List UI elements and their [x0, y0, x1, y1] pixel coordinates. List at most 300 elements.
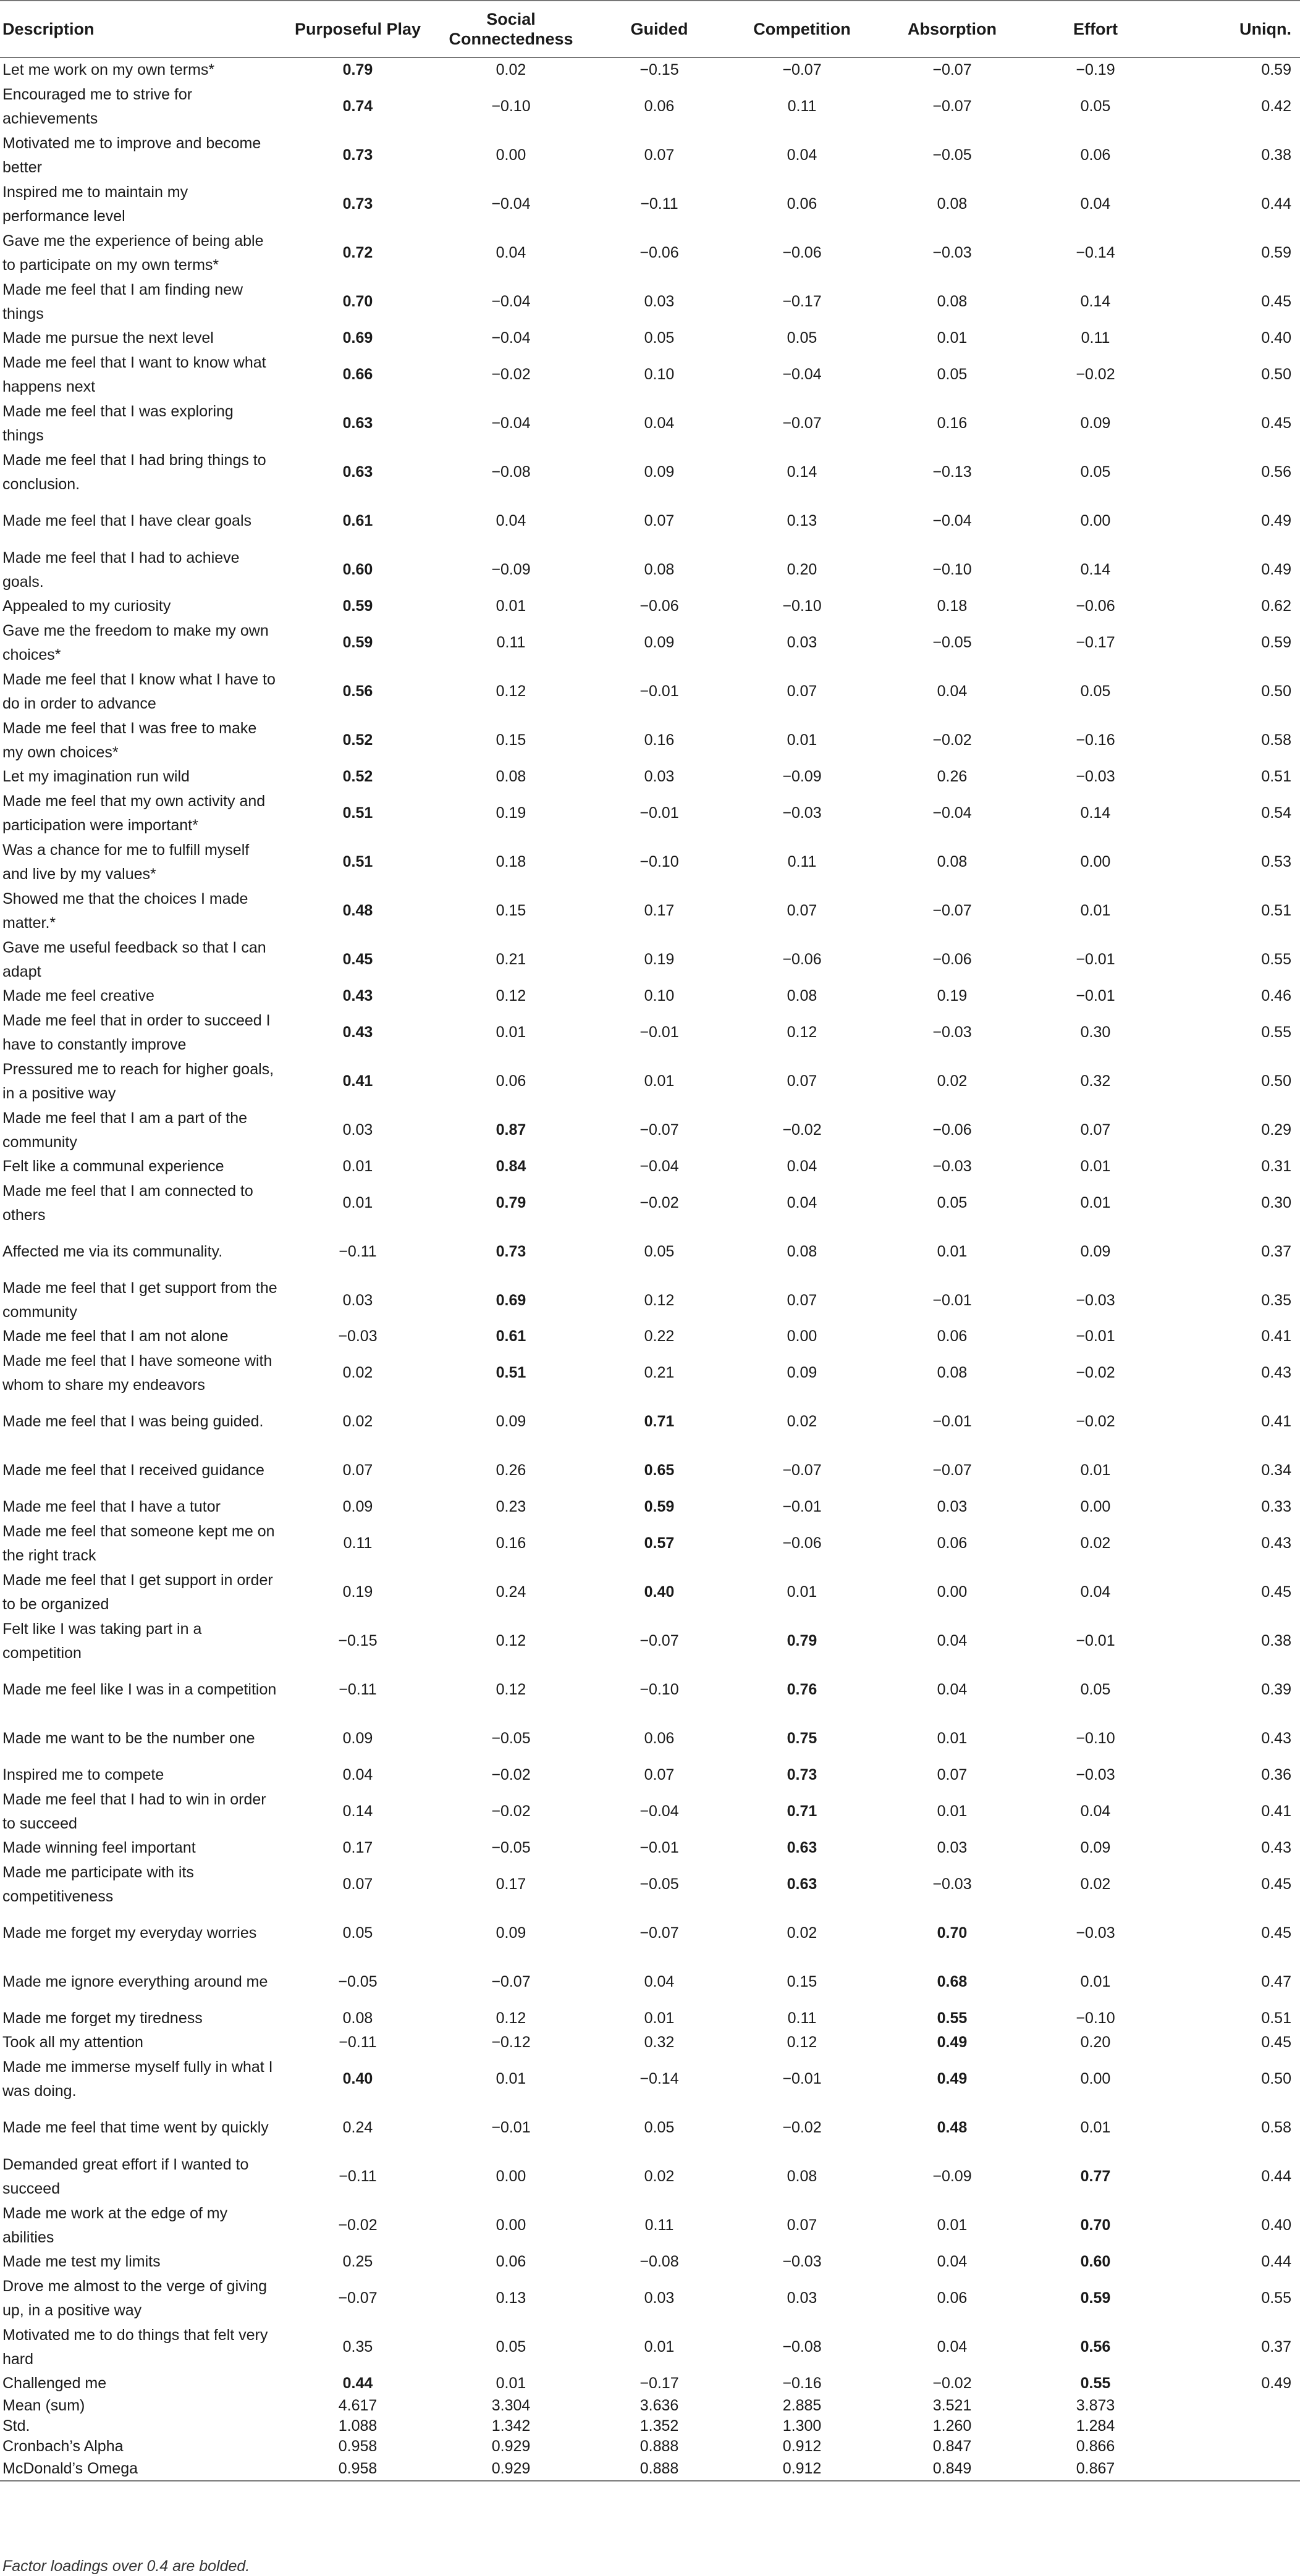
cell-guided — [589, 1495, 729, 1519]
table-row — [0, 229, 1300, 277]
cell-effort: 0.00 — [1080, 853, 1111, 870]
cell-social-connectedness: 0.19 — [496, 804, 526, 822]
cell-competition — [729, 1763, 875, 1787]
cell-guided: −0.04 — [639, 1803, 679, 1820]
cell-social-connectedness: 0.12 — [496, 1632, 526, 1649]
row-description: Made me feel that I was exploring things — [2, 402, 234, 444]
cell-guided: −0.07 — [639, 1924, 679, 1942]
bolded-loading: 0.48 — [937, 2119, 968, 2136]
header-uniqueness: Uniqn. — [1162, 1, 1300, 57]
table-footnote: Factor loadings over 0.4 are bolded. — [2, 2557, 250, 2575]
table-row — [0, 1763, 1300, 1787]
cell-social-connectedness: −0.04 — [491, 195, 531, 213]
cell-uniqueness: 0.49 — [1261, 2375, 1291, 2392]
cell-effort: −0.02 — [1076, 366, 1115, 383]
cell-uniqueness: 0.44 — [1261, 195, 1291, 213]
summary-competition: 0.912 — [782, 2438, 822, 2455]
row-description: Made me feel that I have a tutor — [2, 1498, 221, 1515]
bolded-loading: 0.59 — [342, 597, 373, 615]
cell-effort: 0.30 — [1080, 1024, 1111, 1041]
cell-purposeful-play — [283, 716, 433, 765]
cell-purposeful-play — [283, 667, 433, 716]
cell-absorption: 0.03 — [937, 1839, 968, 1856]
bolded-loading: 0.57 — [644, 1534, 675, 1552]
cell-social-connectedness — [433, 1324, 589, 1349]
cell-guided: 0.01 — [644, 2010, 675, 2027]
cell-social-connectedness: 0.12 — [496, 2010, 526, 2027]
cell-absorption: −0.05 — [932, 146, 972, 164]
cell-guided: 0.32 — [644, 2034, 675, 2051]
row-description: Made me feel that I know what I have to do in order to advance — [2, 670, 276, 712]
cell-absorption: 0.04 — [937, 1681, 968, 1698]
table-row — [0, 789, 1300, 838]
cell-purposeful-play: −0.02 — [338, 2216, 378, 2234]
cell-social-connectedness: 0.01 — [496, 2375, 526, 2392]
cell-guided: 0.06 — [644, 98, 675, 115]
cell-purposeful-play: 0.07 — [342, 1875, 373, 1893]
cell-competition: 0.15 — [787, 1973, 817, 1990]
cell-uniqueness: 0.58 — [1261, 2119, 1291, 2136]
bolded-loading: 0.43 — [342, 987, 373, 1004]
cell-effort: 0.32 — [1080, 1072, 1111, 1090]
cell-guided: 0.09 — [644, 634, 675, 651]
cell-absorption: 0.08 — [937, 195, 968, 213]
cell-effort: −0.02 — [1076, 1413, 1115, 1430]
summary-purposeful-play: 0.958 — [283, 2457, 433, 2481]
cell-purposeful-play — [283, 131, 433, 180]
table-row — [0, 180, 1300, 229]
cell-uniqueness: 0.43 — [1261, 1730, 1291, 1747]
summary-absorption: 0.849 — [875, 2457, 1029, 2481]
table-row — [0, 497, 1300, 545]
cell-competition: −0.06 — [782, 1534, 822, 1552]
row-description: Made me ignore everything around me — [2, 1973, 268, 1990]
cell-uniqueness: 0.49 — [1261, 512, 1291, 529]
cell-social-connectedness: 0.00 — [496, 2168, 526, 2185]
summary-guided: 1.352 — [639, 2417, 679, 2435]
cell-effort: 0.05 — [1080, 683, 1111, 700]
row-description: Made me participate with its competitiveness — [2, 1863, 194, 1905]
cell-uniqueness: 0.38 — [1261, 1632, 1291, 1649]
cell-uniqueness: 0.37 — [1261, 1243, 1291, 1260]
summary-absorption: 0.847 — [932, 2438, 972, 2455]
row-description: Motivated me to do things that felt very hard — [2, 2326, 268, 2368]
cell-social-connectedness — [433, 1227, 589, 1276]
cell-effort: −0.17 — [1076, 634, 1115, 651]
cell-uniqueness: 0.30 — [1261, 1194, 1291, 1211]
row-description: Made me feel that my own activity and participation were important* — [2, 792, 266, 834]
cell-purposeful-play: −0.11 — [339, 1681, 377, 1698]
cell-absorption: 0.01 — [937, 2216, 968, 2234]
row-description: Made me forget my everyday worries — [2, 1924, 257, 1942]
bolded-loading: 0.75 — [787, 1730, 817, 1747]
cell-absorption — [875, 2103, 1029, 2152]
summary-effort: 1.284 — [1076, 2417, 1115, 2435]
cell-purposeful-play — [283, 886, 433, 935]
summary-effort: 3.873 — [1076, 2397, 1115, 2414]
row-description: Challenged me — [2, 2375, 107, 2392]
cell-effort: 0.07 — [1080, 1121, 1111, 1139]
cell-absorption: 0.02 — [937, 1072, 968, 1090]
cell-absorption — [875, 1958, 1029, 2006]
cell-social-connectedness: −0.01 — [491, 2119, 531, 2136]
bolded-loading: 0.61 — [342, 512, 373, 529]
cell-competition — [729, 1617, 875, 1665]
cell-purposeful-play: −0.15 — [338, 1632, 378, 1649]
cell-social-connectedness: 0.01 — [496, 1024, 526, 1041]
cell-competition: −0.07 — [782, 61, 822, 78]
cell-competition: 0.02 — [787, 1413, 817, 1430]
cell-effort: 0.01 — [1080, 1973, 1111, 1990]
cell-competition: −0.04 — [782, 366, 822, 383]
row-description: Made winning feel important — [2, 1839, 196, 1856]
bolded-loading: 0.79 — [342, 61, 373, 78]
cell-uniqueness: 0.51 — [1261, 902, 1291, 919]
cell-uniqueness: 0.41 — [1261, 1328, 1291, 1345]
cell-social-connectedness: 0.16 — [496, 1534, 526, 1552]
cell-competition: 0.01 — [787, 1583, 817, 1601]
header-purposeful-play: Purposeful Play — [283, 1, 433, 57]
bolded-loading: 0.52 — [342, 768, 373, 785]
table-row — [0, 82, 1300, 131]
cell-absorption — [875, 2031, 1029, 2055]
row-description: Made me feel that I was being guided. — [2, 1413, 264, 1430]
cell-absorption — [875, 1909, 1029, 1958]
cell-competition: 0.00 — [787, 1328, 817, 1345]
cell-uniqueness: 0.40 — [1261, 329, 1291, 347]
table-row — [0, 277, 1300, 326]
table-row — [0, 1397, 1300, 1446]
cell-uniqueness: 0.33 — [1261, 1498, 1291, 1515]
cell-guided: 0.17 — [644, 902, 675, 919]
cell-guided: 0.07 — [644, 146, 675, 164]
cell-purposeful-play: 0.09 — [342, 1498, 373, 1515]
cell-effort: −0.03 — [1076, 1291, 1115, 1309]
cell-competition: −0.01 — [782, 2070, 822, 2087]
cell-guided: 0.10 — [644, 366, 675, 383]
bolded-loading: 0.84 — [496, 1158, 526, 1175]
cell-absorption — [875, 2006, 1029, 2031]
cell-guided: 0.02 — [644, 2168, 675, 2185]
cell-purposeful-play — [283, 277, 433, 326]
cell-purposeful-play — [283, 2055, 433, 2103]
cell-effort: 0.00 — [1080, 512, 1111, 529]
cell-absorption: 0.05 — [937, 1194, 968, 1211]
table-row — [0, 2201, 1300, 2250]
cell-social-connectedness: 0.00 — [496, 2216, 526, 2234]
table-row — [0, 984, 1300, 1008]
bolded-loading: 0.71 — [787, 1803, 817, 1820]
cell-effort: 0.00 — [1080, 1498, 1111, 1515]
cell-competition: 0.04 — [787, 1194, 817, 1211]
bolded-loading: 0.49 — [937, 2070, 968, 2087]
cell-uniqueness: 0.40 — [1261, 2216, 1291, 2234]
cell-guided — [589, 1519, 729, 1568]
cell-absorption: −0.03 — [932, 1024, 972, 1041]
cell-competition: 0.04 — [787, 146, 817, 164]
row-description: Made me pursue the next level — [2, 329, 214, 347]
bolded-loading: 0.59 — [644, 1498, 675, 1515]
cell-effort: 0.02 — [1080, 1875, 1111, 1893]
cell-guided: −0.04 — [639, 1158, 679, 1175]
cell-social-connectedness: 0.24 — [496, 1583, 526, 1601]
cell-absorption: −0.04 — [932, 804, 972, 822]
cell-social-connectedness: 0.12 — [496, 683, 526, 700]
cell-guided: −0.01 — [639, 683, 679, 700]
cell-guided: 0.05 — [644, 2119, 675, 2136]
cell-social-connectedness: 0.02 — [496, 61, 526, 78]
cell-competition: −0.17 — [782, 293, 822, 310]
cell-competition: −0.02 — [782, 1121, 822, 1139]
summary-absorption: 1.260 — [932, 2417, 972, 2435]
cell-social-connectedness: −0.04 — [491, 293, 531, 310]
cell-social-connectedness: 0.09 — [496, 1924, 526, 1942]
cell-uniqueness: 0.44 — [1261, 2253, 1291, 2270]
cell-purposeful-play: 0.17 — [342, 1839, 373, 1856]
table-row — [0, 1349, 1300, 1397]
cell-absorption: 0.16 — [937, 415, 968, 432]
cell-guided: −0.06 — [639, 597, 679, 615]
cell-purposeful-play: 0.09 — [342, 1730, 373, 1747]
cell-social-connectedness: 0.04 — [496, 512, 526, 529]
cell-social-connectedness: 0.15 — [496, 731, 526, 749]
row-description: Pressured me to reach for higher goals, in a positive way — [2, 1060, 274, 1102]
cell-absorption: 0.06 — [937, 2289, 968, 2307]
cell-absorption: −0.07 — [932, 98, 972, 115]
cell-guided: 0.10 — [644, 987, 675, 1004]
summary-purposeful-play: 0.958 — [338, 2438, 378, 2455]
row-description: Made me immerse myself fully in what I was doing. — [2, 2058, 273, 2100]
cell-absorption: 0.06 — [937, 1534, 968, 1552]
cell-effort: 0.05 — [1080, 98, 1111, 115]
cell-competition: −0.02 — [782, 2119, 822, 2136]
cell-effort: −0.16 — [1076, 731, 1115, 749]
cell-purposeful-play: −0.11 — [339, 1243, 377, 1260]
cell-absorption: 0.04 — [937, 2253, 968, 2270]
bolded-loading: 0.40 — [342, 2070, 373, 2087]
cell-effort: −0.01 — [1076, 1632, 1115, 1649]
cell-social-connectedness: −0.02 — [491, 1766, 531, 1783]
cell-guided: 0.04 — [644, 1973, 675, 1990]
cell-purposeful-play: 0.08 — [342, 2010, 373, 2027]
cell-competition: 0.07 — [787, 902, 817, 919]
table-row — [0, 935, 1300, 984]
row-description: Made me feel that I had bring things to conclusion. — [2, 451, 266, 493]
cell-social-connectedness: −0.09 — [491, 561, 531, 578]
cell-effort: −0.03 — [1076, 1766, 1115, 1783]
table-row — [0, 2152, 1300, 2201]
cell-effort: −0.02 — [1076, 1364, 1115, 1381]
cell-absorption: 0.08 — [937, 293, 968, 310]
cell-social-connectedness — [433, 1155, 589, 1179]
bolded-loading: 0.61 — [496, 1328, 526, 1345]
cell-uniqueness: 0.45 — [1261, 1875, 1291, 1893]
cell-purposeful-play: 0.02 — [342, 1413, 373, 1430]
cell-guided: 0.03 — [644, 768, 675, 785]
summary-label: Cronbach’s Alpha — [2, 2438, 124, 2455]
cell-uniqueness: 0.50 — [1261, 2070, 1291, 2087]
cell-purposeful-play — [283, 399, 433, 448]
cell-purposeful-play — [283, 594, 433, 618]
cell-guided: −0.02 — [639, 1194, 679, 1211]
bolded-loading: 0.52 — [342, 731, 373, 749]
cell-purposeful-play: −0.07 — [338, 2289, 378, 2307]
cell-effort: 0.05 — [1080, 1681, 1111, 1698]
cell-uniqueness: 0.39 — [1261, 1681, 1291, 1698]
summary-social-connectedness: 0.929 — [433, 2457, 589, 2481]
cell-social-connectedness: 0.21 — [496, 951, 526, 968]
cell-competition: 0.11 — [787, 853, 817, 870]
bolded-loading: 0.70 — [937, 1924, 968, 1942]
cell-uniqueness: 0.45 — [1261, 415, 1291, 432]
cell-effort: 0.09 — [1080, 415, 1111, 432]
cell-uniqueness: 0.59 — [1261, 61, 1291, 78]
bolded-loading: 0.45 — [342, 951, 373, 968]
cell-effort: 0.04 — [1080, 1803, 1111, 1820]
cell-social-connectedness — [433, 1349, 589, 1397]
cell-uniqueness: 0.59 — [1261, 634, 1291, 651]
cell-purposeful-play: −0.03 — [338, 1328, 378, 1345]
cell-competition: 0.08 — [787, 2168, 817, 2185]
summary-social-connectedness: 1.342 — [491, 2417, 531, 2435]
row-description: Made me want to be the number one — [2, 1730, 255, 1747]
bolded-loading: 0.63 — [342, 463, 373, 481]
row-description: Made me feel that I received guidance — [2, 1462, 264, 1479]
table-row — [0, 2055, 1300, 2103]
summary-uniqueness-empty — [1162, 2416, 1300, 2436]
table-row — [0, 1568, 1300, 1617]
bolded-loading: 0.40 — [644, 1583, 675, 1601]
row-description: Made me feel that I have someone with whom to share my endeavors — [2, 1352, 272, 1394]
cell-purposeful-play — [283, 935, 433, 984]
cell-uniqueness: 0.49 — [1261, 561, 1291, 578]
table-row — [0, 448, 1300, 497]
cell-purposeful-play — [283, 497, 433, 545]
row-description: Affected me via its communality. — [2, 1243, 223, 1260]
table-row — [0, 1276, 1300, 1324]
row-description: Felt like I was taking part in a competition — [2, 1620, 202, 1662]
cell-guided: 0.05 — [644, 1243, 675, 1260]
cell-effort: 0.14 — [1080, 561, 1111, 578]
cell-guided: 0.12 — [644, 1291, 675, 1309]
cell-purposeful-play: 0.14 — [342, 1803, 373, 1820]
summary-effort: 0.866 — [1076, 2438, 1115, 2455]
row-description: Made me feel that I had to achieve goals. — [2, 549, 240, 591]
cell-guided: 0.16 — [644, 731, 675, 749]
cell-guided: −0.01 — [639, 1024, 679, 1041]
bolded-loading: 0.66 — [342, 366, 373, 383]
cell-uniqueness: 0.43 — [1261, 1839, 1291, 1856]
cell-competition: −0.08 — [782, 2338, 822, 2355]
cell-guided: −0.01 — [639, 1839, 679, 1856]
cell-purposeful-play — [283, 545, 433, 594]
cell-purposeful-play — [283, 765, 433, 789]
row-description: Made me forget my tiredness — [2, 2010, 203, 2027]
cell-uniqueness: 0.58 — [1261, 731, 1291, 749]
cell-absorption: −0.06 — [932, 951, 972, 968]
table-row — [0, 1665, 1300, 1714]
cell-social-connectedness: 0.18 — [496, 853, 526, 870]
summary-competition: 1.300 — [782, 2417, 822, 2435]
cell-uniqueness: 0.42 — [1261, 98, 1291, 115]
header-effort: Effort — [1029, 1, 1162, 57]
cell-purposeful-play: 0.25 — [342, 2253, 373, 2270]
cell-purposeful-play — [283, 350, 433, 399]
cell-competition: 0.03 — [787, 2289, 817, 2307]
cell-absorption: −0.07 — [932, 1462, 972, 1479]
cell-effort: 0.09 — [1080, 1243, 1111, 1260]
table-row — [0, 886, 1300, 935]
cell-uniqueness: 0.45 — [1261, 1583, 1291, 1601]
summary-social-connectedness: 0.929 — [491, 2438, 531, 2455]
table-row — [0, 1714, 1300, 1763]
cell-guided: −0.10 — [639, 853, 679, 870]
row-description: Made me feel that I had to win in order to succeed — [2, 1790, 266, 1832]
cell-guided — [589, 1397, 729, 1446]
cell-effort — [1029, 2274, 1162, 2323]
summary-absorption: 3.521 — [932, 2397, 972, 2414]
cell-effort: −0.10 — [1076, 1730, 1115, 1747]
bolded-loading: 0.43 — [342, 1024, 373, 1041]
table-row — [0, 1958, 1300, 2006]
cell-competition: −0.06 — [782, 951, 822, 968]
table-row — [0, 1495, 1300, 1519]
cell-competition: 0.04 — [787, 1158, 817, 1175]
bolded-loading: 0.56 — [342, 683, 373, 700]
cell-competition: 0.14 — [787, 463, 817, 481]
cell-purposeful-play: −0.05 — [338, 1973, 378, 1990]
cell-uniqueness: 0.37 — [1261, 2338, 1291, 2355]
cell-social-connectedness: −0.05 — [491, 1839, 531, 1856]
cell-guided — [589, 1446, 729, 1495]
cell-effort: 0.01 — [1080, 1158, 1111, 1175]
cell-social-connectedness: 0.13 — [496, 2289, 526, 2307]
row-description: Demanded great effort if I wanted to succeed — [2, 2155, 249, 2197]
cell-social-connectedness: 0.12 — [496, 987, 526, 1004]
cell-guided: −0.01 — [639, 804, 679, 822]
cell-purposeful-play — [283, 57, 433, 82]
cell-guided: 0.09 — [644, 463, 675, 481]
table-row — [0, 2031, 1300, 2055]
bolded-loading: 0.70 — [1080, 2216, 1111, 2234]
cell-effort: 0.09 — [1080, 1839, 1111, 1856]
row-description: Made me feel that I am a part of the community — [2, 1109, 248, 1151]
cell-competition: 0.08 — [787, 987, 817, 1004]
cell-social-connectedness: −0.07 — [491, 1973, 531, 1990]
summary-label: McDonald’s Omega — [0, 2457, 283, 2481]
row-description: Was a chance for me to fulfill myself and live by my values* — [2, 841, 250, 883]
bolded-loading: 0.72 — [342, 244, 373, 261]
cell-competition: −0.09 — [782, 768, 822, 785]
cell-effort: 0.14 — [1080, 293, 1111, 310]
cell-absorption: −0.09 — [932, 2168, 972, 2185]
bolded-loading: 0.73 — [496, 1243, 526, 1260]
cell-uniqueness: 0.46 — [1261, 987, 1291, 1004]
cell-competition — [729, 1860, 875, 1909]
cell-uniqueness: 0.29 — [1261, 1121, 1291, 1139]
cell-guided: 0.07 — [644, 512, 675, 529]
row-description: Made me feel like I was in a competition — [2, 1681, 277, 1698]
bolded-loading: 0.79 — [787, 1632, 817, 1649]
cell-competition: 0.02 — [787, 1924, 817, 1942]
cell-purposeful-play: 0.19 — [342, 1583, 373, 1601]
row-description: Encouraged me to strive for achievements — [2, 85, 193, 127]
cell-uniqueness: 0.41 — [1261, 1413, 1291, 1430]
summary-uniqueness-empty — [1162, 2457, 1300, 2481]
cell-purposeful-play — [283, 984, 433, 1008]
table-row — [0, 57, 1300, 82]
cell-uniqueness: 0.35 — [1261, 1291, 1291, 1309]
